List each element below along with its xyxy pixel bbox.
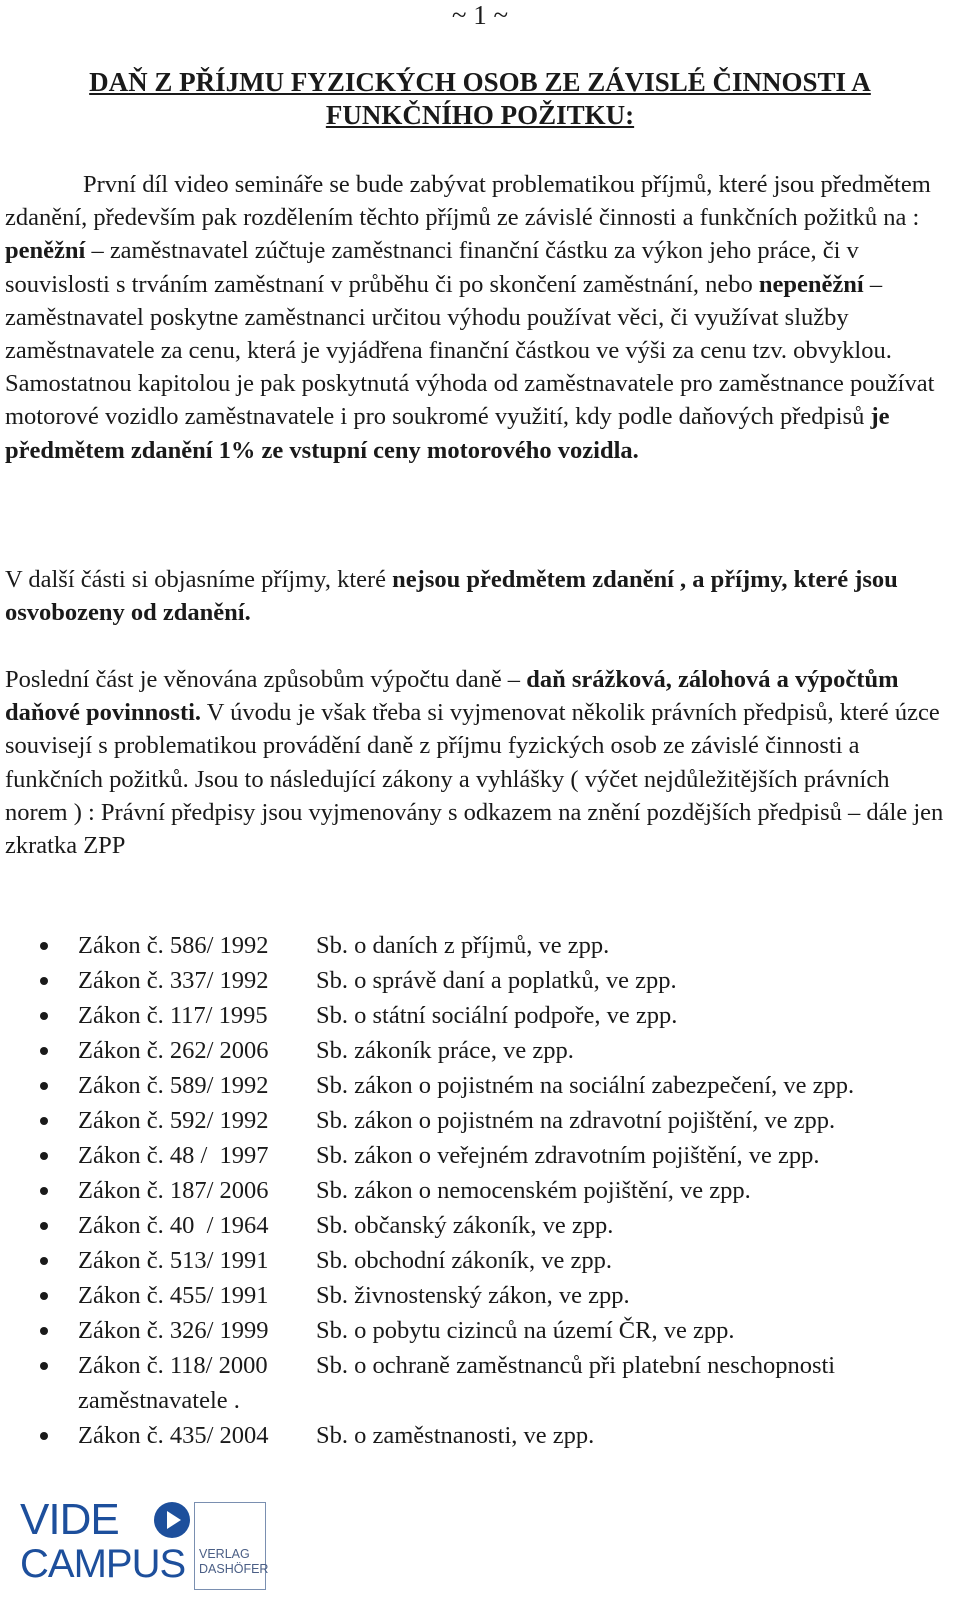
law-number: Zákon č. 455/ 1991 [78,1282,269,1309]
law-number: Zákon č. 118/ 2000 [78,1352,268,1379]
law-title: Sb. živnostenský zákon, ve zpp. [316,1282,630,1309]
list-item [0,1348,960,1418]
text: První díl video semináře se bude zabývat problematikou příjmů, které jsou předmětem zdanění, především pak rozdělením těchto příjmů ze závislé činnosti a funkčních požitků na : [5,171,931,232]
law-number: Zákon č. 40 / 1964 [78,1212,269,1239]
law-number: Zákon č. 48 / 1997 [78,1142,269,1169]
bullet-icon [40,1362,48,1370]
title-line-2: FUNKČNÍHO POŽITKU: [325,100,635,130]
text: – zaměstnavatel zúčtuje zaměstnanci finanční částku za výkon jeho práce, či v souvislosti s trváním zaměstnaní v průběhu či po skončení zaměstnání, nebo [5,237,859,298]
list-item [0,1103,960,1138]
title-line-1: DAŇ Z PŘÍJMU FYZICKÝCH OSOB ZE ZÁVISLÉ ČINNOSTI A [89,67,871,97]
emphasis-text: nejsou předmětem zdanění , a příjmy, které jsou osvobozeny od zdanění. [5,566,898,627]
law-title: Sb. obchodní zákoník, ve zpp. [316,1247,612,1274]
text: V další části si objasníme příjmy, které [5,566,393,593]
law-number: Zákon č. 513/ 1991 [78,1247,269,1274]
bullet-icon [40,1012,48,1020]
logo-text-video: VIDE [20,1495,119,1544]
list-item [0,1033,960,1068]
text: – zaměstnavatel poskytne zaměstnanci určitou výhodu používat věci, či využívat služby zaměstnavatele za cenu, která je vyjádřena finanční částkou ve výši za cenu tzv. obvyklou. Samostatnou kapitolou je pak poskytnutá výhoda od zaměstnavatele pro zaměstnance používat motorové vozidlo zaměstnavatele i pro soukromé využití, kdy podle daňových předpisů [5,270,935,431]
text: V úvodu je však třeba si vyjmenovat několik právních předpisů, které úzce souvisejí s problematikou provádění daně z příjmu fyzických osob ze závislé činnosti a funkčních požitků. Jsou to následující zákony a vyhlášky ( výčet nejdůležitějších právních norem ) : Právní předpisy jsou vyjmenovány s odkazem na znění pozdějších předpisů – dále jen zkratka ZPP [5,699,944,860]
law-title: Sb. o ochraně zaměstnanců při platební neschopnosti zaměstnavatele . [78,1352,836,1414]
list-item [0,1418,960,1453]
law-title: Sb. o správě daní a poplatků, ve zpp. [316,967,677,994]
bullet-icon [40,1432,48,1440]
law-number: Zákon č. 187/ 2006 [78,1177,269,1204]
law-number: Zákon č. 589/ 1992 [78,1072,269,1099]
law-title: Sb. o státní sociální podpoře, ve zpp. [316,1002,678,1029]
list-item [0,928,960,963]
term-penezni: peněžní [5,237,86,265]
law-number: Zákon č. 117/ 1995 [78,1002,268,1029]
bullet-icon [40,1117,48,1125]
text: Poslední část je věnována způsobům výpočtu daně – [5,666,527,693]
logo-text-campus: CAMPUS [20,1542,186,1586]
law-title: Sb. zákon o pojistném na zdravotní pojištění, ve zpp. [316,1107,836,1134]
emphasis-text: je předmětem zdanění 1% ze vstupní ceny motorového vozidla. [5,403,890,464]
page-number: ~ 1 ~ [451,0,509,30]
bullet-icon [40,1222,48,1230]
term-nepenezni: nepeněžní [758,270,864,298]
bullet-icon [40,1047,48,1055]
list-item [0,1278,960,1313]
list-item [0,1208,960,1243]
bullet-icon [40,1257,48,1265]
intro-paragraph [5,168,953,467]
list-item [0,1313,960,1348]
bullet-icon [40,1082,48,1090]
bullet-icon [40,1292,48,1300]
logo-text-verlag: VERLAG [199,1547,250,1561]
law-number: Zákon č. 435/ 2004 [78,1422,269,1449]
video-campus-logo [20,1495,186,1598]
law-number: Zákon č. 326/ 1999 [78,1317,269,1344]
list-item [0,1243,960,1278]
logo-text-dashofer: DASHÖFER [199,1562,269,1576]
list-item [0,1173,960,1208]
law-title: Sb. o pobytu cizinců na území ČR, ve zpp. [316,1317,735,1344]
bullet-icon [40,977,48,985]
law-title: Sb. o daních z příjmů, ve zpp. [316,932,610,959]
bullet-icon [40,1187,48,1195]
law-title: Sb. zákon o pojistném na sociální zabezpečení, ve zpp. [316,1072,855,1099]
bullet-icon [40,1152,48,1160]
bullet-icon [40,1327,48,1335]
laws-list [0,928,960,1453]
second-paragraph [5,563,953,629]
document-title [0,66,960,132]
law-number: Zákon č. 262/ 2006 [78,1037,269,1064]
bullet-icon [40,942,48,950]
law-title: Sb. zákoník práce, ve zpp. [316,1037,574,1064]
law-title: Sb. občanský zákoník, ve zpp. [316,1212,614,1239]
list-item [0,963,960,998]
third-paragraph [5,663,953,862]
law-number: Zákon č. 586/ 1992 [78,932,269,959]
list-item [0,1138,960,1173]
emphasis-text: daň srážková, zálohová a výpočtům daňové povinnosti. [5,666,899,727]
play-icon [154,1502,190,1538]
list-item [0,998,960,1033]
law-number: Zákon č. 592/ 1992 [78,1107,269,1134]
law-title: Sb. zákon o nemocenském pojištění, ve zpp. [316,1177,751,1204]
list-item [0,1068,960,1103]
law-title: Sb. zákon o veřejném zdravotním pojištění, ve zpp. [316,1142,820,1169]
law-title: Sb. o zaměstnanosti, ve zpp. [316,1422,595,1449]
law-number: Zákon č. 337/ 1992 [78,967,269,994]
verlag-dashofer-logo [194,1502,269,1590]
